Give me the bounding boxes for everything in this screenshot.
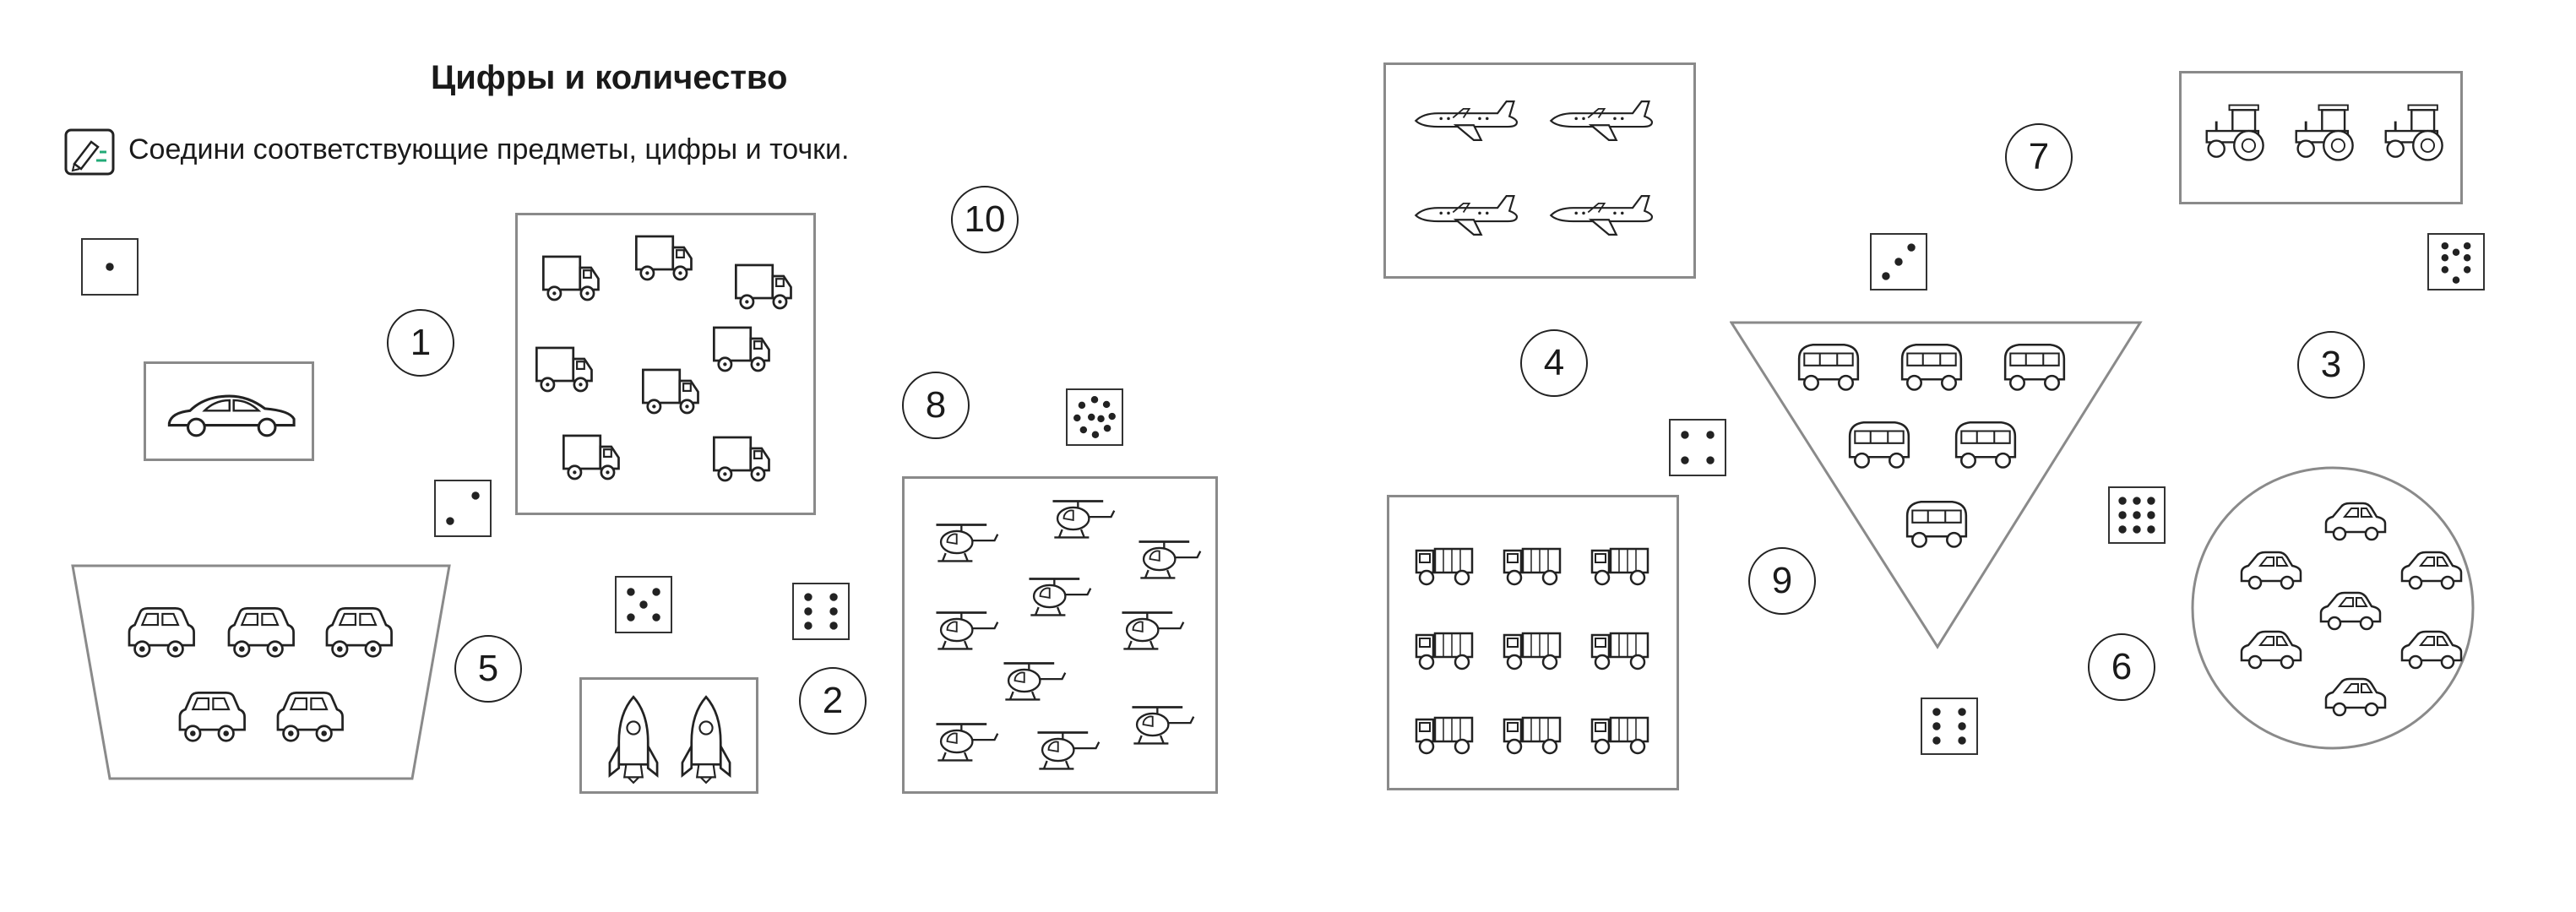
airplane-icon <box>1546 192 1658 239</box>
helicopter-icon <box>997 656 1068 705</box>
number-5[interactable]: 5 <box>454 635 522 703</box>
title: Цифры и количество <box>431 59 788 96</box>
helicopter-icon <box>1046 494 1117 543</box>
die-1[interactable] <box>81 238 139 296</box>
rocket-icon <box>604 693 663 784</box>
group-trucks[interactable] <box>515 213 816 515</box>
helicopter-icon <box>1133 535 1204 584</box>
tractor-icon <box>2291 99 2364 166</box>
number-4[interactable]: 4 <box>1520 329 1588 397</box>
small-car-icon <box>172 689 247 748</box>
bus-icon <box>2000 341 2069 402</box>
die-5[interactable] <box>615 576 672 633</box>
helicopter-icon <box>1126 700 1197 749</box>
truck-icon <box>540 251 604 307</box>
number-9[interactable]: 9 <box>1748 547 1816 615</box>
die-2[interactable] <box>434 480 492 537</box>
number-3[interactable]: 3 <box>2297 331 2365 399</box>
die-6-left[interactable] <box>792 583 850 640</box>
helicopter-icon <box>1023 572 1094 621</box>
small-car-icon <box>221 605 296 664</box>
group-cars-circle[interactable] <box>2189 464 2476 752</box>
die-3[interactable] <box>1870 233 1927 290</box>
number-2[interactable]: 2 <box>799 667 867 735</box>
car-icon <box>2236 549 2304 596</box>
die-8[interactable] <box>2427 233 2485 290</box>
bus-icon <box>1794 341 1863 402</box>
pencil-task-icon <box>62 127 118 179</box>
truck-icon <box>639 364 704 420</box>
truck-icon <box>533 342 597 398</box>
truck-icon <box>710 432 774 487</box>
dump-truck-icon <box>1499 708 1567 761</box>
group-dump-trucks[interactable] <box>1387 495 1679 790</box>
die-4[interactable] <box>1669 419 1726 476</box>
dump-truck-icon <box>1587 540 1655 592</box>
group-buses-triangle[interactable] <box>1730 319 2144 650</box>
dump-truck-icon <box>1411 540 1479 592</box>
bus-icon <box>1845 419 1914 480</box>
instruction: Соедини соответствующие предметы, цифры и точки. <box>128 133 850 166</box>
dump-truck-icon <box>1499 540 1567 592</box>
dump-truck-icon <box>1587 624 1655 676</box>
bus-icon <box>1902 498 1971 559</box>
car-icon <box>2397 628 2465 676</box>
truck-icon <box>710 322 774 377</box>
airplane-icon <box>1411 192 1523 239</box>
die-10[interactable] <box>1066 388 1123 446</box>
group-tractors[interactable] <box>2179 71 2463 204</box>
helicopter-icon <box>1116 605 1187 654</box>
small-car-icon <box>270 689 345 748</box>
rocket-icon <box>677 693 736 784</box>
dump-truck-icon <box>1411 624 1479 676</box>
car-icon <box>2321 676 2389 723</box>
number-10[interactable]: 10 <box>951 186 1019 253</box>
number-8[interactable]: 8 <box>902 372 970 439</box>
number-7[interactable]: 7 <box>2005 123 2073 191</box>
small-car-icon <box>122 605 196 664</box>
number-1[interactable]: 1 <box>387 309 454 377</box>
group-cars-trapezoid[interactable] <box>71 562 451 782</box>
helicopter-icon <box>930 518 1001 567</box>
small-car-icon <box>319 605 394 664</box>
car-icon <box>2397 549 2465 596</box>
truck-icon <box>633 231 697 286</box>
helicopter-icon <box>930 605 1001 654</box>
airplane-icon <box>1546 97 1658 144</box>
car-icon <box>2321 500 2389 547</box>
tractor-icon <box>2381 99 2454 166</box>
bus-icon <box>1951 419 2020 480</box>
group-airplanes[interactable] <box>1383 62 1696 279</box>
dump-truck-icon <box>1411 708 1479 761</box>
dump-truck-icon <box>1587 708 1655 761</box>
truck-icon <box>732 259 796 315</box>
dump-truck-icon <box>1499 624 1567 676</box>
die-6-right[interactable] <box>1921 698 1978 755</box>
group-helicopters[interactable] <box>902 476 1218 794</box>
tractor-icon <box>2202 99 2274 166</box>
group-rockets[interactable] <box>579 677 758 794</box>
airplane-icon <box>1411 97 1523 144</box>
helicopter-icon <box>930 717 1001 766</box>
car-icon <box>2316 589 2383 637</box>
sports-car-icon <box>163 388 298 440</box>
helicopter-icon <box>1031 725 1102 774</box>
car-icon <box>2236 628 2304 676</box>
truck-icon <box>560 430 624 486</box>
bus-icon <box>1897 341 1966 402</box>
group-car[interactable] <box>144 361 314 461</box>
number-6[interactable]: 6 <box>2088 633 2155 701</box>
